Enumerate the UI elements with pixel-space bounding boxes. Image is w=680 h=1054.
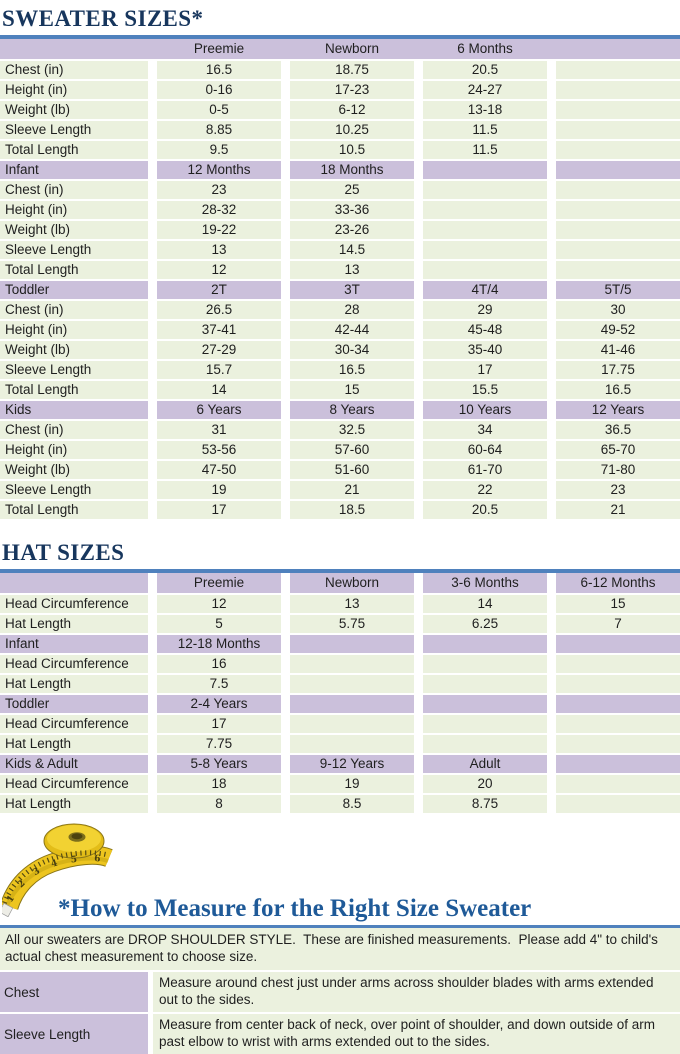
value-cell: 16.5 bbox=[281, 359, 414, 379]
size-header-cell: Newborn bbox=[281, 39, 414, 59]
value-cell bbox=[547, 119, 680, 139]
section-label-cell bbox=[0, 573, 148, 593]
table-row-data bbox=[0, 713, 680, 733]
value-cell: 5.75 bbox=[281, 613, 414, 633]
row-label-cell: Height (in) bbox=[0, 199, 148, 219]
size-header-cell: 2-4 Years bbox=[148, 693, 281, 713]
row-label-cell: Hat Length bbox=[0, 733, 148, 753]
value-cell bbox=[547, 793, 680, 813]
value-cell bbox=[281, 713, 414, 733]
sweater-size-table bbox=[0, 39, 680, 519]
row-label-cell: Chest (in) bbox=[0, 179, 148, 199]
row-label-cell: Hat Length bbox=[0, 673, 148, 693]
row-label-cell: Height (in) bbox=[0, 319, 148, 339]
value-cell: 14 bbox=[414, 593, 547, 613]
value-cell: 12 bbox=[148, 593, 281, 613]
row-label-cell: Sleeve Length bbox=[0, 239, 148, 259]
howto-heading: *How to Measure for the Right Size Sweater bbox=[58, 895, 532, 922]
value-cell: 18.5 bbox=[281, 499, 414, 519]
table-row-data bbox=[0, 793, 680, 813]
value-cell: 18 bbox=[148, 773, 281, 793]
sweater-sizes-section bbox=[0, 6, 680, 519]
size-header-cell: 6 Months bbox=[414, 39, 547, 59]
size-header-cell: 5-8 Years bbox=[148, 753, 281, 773]
section-label-cell: Toddler bbox=[0, 693, 148, 713]
value-cell: 25 bbox=[281, 179, 414, 199]
value-cell: 16 bbox=[148, 653, 281, 673]
hat-size-table bbox=[0, 573, 680, 813]
row-label-cell: Sleeve Length bbox=[0, 119, 148, 139]
row-label-cell: Height (in) bbox=[0, 439, 148, 459]
size-header-cell bbox=[547, 753, 680, 773]
value-cell: 49-52 bbox=[547, 319, 680, 339]
size-header-cell bbox=[281, 633, 414, 653]
size-header-cell bbox=[547, 39, 680, 59]
size-header-cell: Adult bbox=[414, 753, 547, 773]
svg-text:4: 4 bbox=[50, 858, 59, 870]
value-cell bbox=[547, 259, 680, 279]
row-label-cell: Height (in) bbox=[0, 79, 148, 99]
howto-text: Measure from center back of neck, over point of shoulder, and down outside of arm past elbow to wrist with arms extended out to the sides. bbox=[153, 1014, 680, 1054]
value-cell: 13 bbox=[281, 593, 414, 613]
value-cell: 57-60 bbox=[281, 439, 414, 459]
table-row-header bbox=[0, 39, 680, 59]
table-row-section bbox=[0, 753, 680, 773]
value-cell: 10.5 bbox=[281, 139, 414, 159]
size-header-cell bbox=[547, 633, 680, 653]
hat-sizes-section bbox=[0, 540, 680, 813]
value-cell: 53-56 bbox=[148, 439, 281, 459]
table-row-data bbox=[0, 239, 680, 259]
table-row-data bbox=[0, 593, 680, 613]
row-label-cell: Total Length bbox=[0, 379, 148, 399]
value-cell bbox=[414, 219, 547, 239]
value-cell bbox=[547, 713, 680, 733]
value-cell: 35-40 bbox=[414, 339, 547, 359]
value-cell bbox=[414, 239, 547, 259]
value-cell: 16.5 bbox=[547, 379, 680, 399]
row-label-cell: Chest (in) bbox=[0, 419, 148, 439]
value-cell bbox=[414, 653, 547, 673]
value-cell: 10.25 bbox=[281, 119, 414, 139]
value-cell bbox=[281, 673, 414, 693]
row-label-cell: Head Circumference bbox=[0, 593, 148, 613]
row-label-cell: Weight (lb) bbox=[0, 219, 148, 239]
svg-text:6: 6 bbox=[93, 854, 101, 865]
howto-label: Sleeve Length bbox=[0, 1014, 148, 1054]
size-header-cell: 10 Years bbox=[414, 399, 547, 419]
value-cell: 27-29 bbox=[148, 339, 281, 359]
value-cell: 14.5 bbox=[281, 239, 414, 259]
svg-text:5: 5 bbox=[70, 854, 78, 866]
table-row-section bbox=[0, 159, 680, 179]
table-row-data bbox=[0, 419, 680, 439]
table-row-section bbox=[0, 279, 680, 299]
table-row-data bbox=[0, 99, 680, 119]
value-cell: 23 bbox=[547, 479, 680, 499]
value-cell bbox=[547, 199, 680, 219]
table-row-data bbox=[0, 59, 680, 79]
value-cell: 24-27 bbox=[414, 79, 547, 99]
value-cell: 0-5 bbox=[148, 99, 281, 119]
size-header-cell: 6 Years bbox=[148, 399, 281, 419]
value-cell: 20.5 bbox=[414, 499, 547, 519]
value-cell: 15.7 bbox=[148, 359, 281, 379]
table-row-data bbox=[0, 479, 680, 499]
value-cell: 20.5 bbox=[414, 59, 547, 79]
size-header-cell bbox=[414, 633, 547, 653]
row-label-cell: Chest (in) bbox=[0, 59, 148, 79]
value-cell: 0-16 bbox=[148, 79, 281, 99]
howto-text: Measure around chest just under arms across shoulder blades with arms extended out to the sides. bbox=[153, 972, 680, 1012]
row-label-cell: Head Circumference bbox=[0, 773, 148, 793]
value-cell: 21 bbox=[547, 499, 680, 519]
value-cell: 19-22 bbox=[148, 219, 281, 239]
value-cell: 5 bbox=[148, 613, 281, 633]
table-row-data bbox=[0, 379, 680, 399]
value-cell: 15 bbox=[281, 379, 414, 399]
size-header-cell: 8 Years bbox=[281, 399, 414, 419]
table-row-data bbox=[0, 499, 680, 519]
size-header-cell bbox=[281, 693, 414, 713]
value-cell: 17 bbox=[148, 499, 281, 519]
howto-row-sleeve-length bbox=[0, 1014, 680, 1054]
row-label-cell: Chest (in) bbox=[0, 299, 148, 319]
value-cell: 8 bbox=[148, 793, 281, 813]
value-cell: 51-60 bbox=[281, 459, 414, 479]
table-row-data bbox=[0, 199, 680, 219]
value-cell bbox=[414, 259, 547, 279]
row-label-cell: Total Length bbox=[0, 499, 148, 519]
size-header-cell: 12 Years bbox=[547, 399, 680, 419]
row-label-cell: Head Circumference bbox=[0, 713, 148, 733]
section-label-cell: Toddler bbox=[0, 279, 148, 299]
howto-label: Chest bbox=[0, 972, 148, 1012]
value-cell: 17.75 bbox=[547, 359, 680, 379]
table-row-data bbox=[0, 139, 680, 159]
value-cell: 18.75 bbox=[281, 59, 414, 79]
value-cell: 8.5 bbox=[281, 793, 414, 813]
value-cell: 28-32 bbox=[148, 199, 281, 219]
value-cell: 11.5 bbox=[414, 139, 547, 159]
value-cell bbox=[414, 713, 547, 733]
value-cell: 71-80 bbox=[547, 459, 680, 479]
table-row-data bbox=[0, 339, 680, 359]
value-cell bbox=[414, 673, 547, 693]
size-header-cell: 3-6 Months bbox=[414, 573, 547, 593]
value-cell: 42-44 bbox=[281, 319, 414, 339]
table-row-data bbox=[0, 673, 680, 693]
value-cell: 28 bbox=[281, 299, 414, 319]
value-cell: 20 bbox=[414, 773, 547, 793]
value-cell: 26.5 bbox=[148, 299, 281, 319]
table-row-section bbox=[0, 399, 680, 419]
value-cell bbox=[281, 653, 414, 673]
howto-row-chest bbox=[0, 972, 680, 1012]
value-cell: 30-34 bbox=[281, 339, 414, 359]
table-row-data bbox=[0, 773, 680, 793]
value-cell: 33-36 bbox=[281, 199, 414, 219]
row-label-cell: Weight (lb) bbox=[0, 459, 148, 479]
value-cell bbox=[547, 773, 680, 793]
value-cell: 21 bbox=[281, 479, 414, 499]
value-cell: 9.5 bbox=[148, 139, 281, 159]
row-label-cell: Hat Length bbox=[0, 793, 148, 813]
size-header-cell: Newborn bbox=[281, 573, 414, 593]
value-cell: 19 bbox=[148, 479, 281, 499]
table-row-data bbox=[0, 359, 680, 379]
table-row-data bbox=[0, 653, 680, 673]
value-cell bbox=[281, 733, 414, 753]
table-row-data bbox=[0, 219, 680, 239]
table-row-header bbox=[0, 573, 680, 593]
row-label-cell: Total Length bbox=[0, 139, 148, 159]
row-label-cell: Sleeve Length bbox=[0, 479, 148, 499]
value-cell: 45-48 bbox=[414, 319, 547, 339]
table-row-data bbox=[0, 733, 680, 753]
size-header-cell: 5T/5 bbox=[547, 279, 680, 299]
row-label-cell: Weight (lb) bbox=[0, 99, 148, 119]
value-cell bbox=[547, 139, 680, 159]
value-cell: 14 bbox=[148, 379, 281, 399]
table-row-section bbox=[0, 693, 680, 713]
value-cell bbox=[547, 59, 680, 79]
value-cell: 7 bbox=[547, 613, 680, 633]
row-label-cell: Head Circumference bbox=[0, 653, 148, 673]
howto-header bbox=[0, 817, 680, 928]
value-cell: 19 bbox=[281, 773, 414, 793]
value-cell bbox=[547, 179, 680, 199]
value-cell: 12 bbox=[148, 259, 281, 279]
size-header-cell bbox=[414, 159, 547, 179]
table-row-data bbox=[0, 613, 680, 633]
row-label-cell: Weight (lb) bbox=[0, 339, 148, 359]
value-cell: 36.5 bbox=[547, 419, 680, 439]
value-cell: 31 bbox=[148, 419, 281, 439]
size-header-cell: 9-12 Years bbox=[281, 753, 414, 773]
value-cell: 60-64 bbox=[414, 439, 547, 459]
howto-notes bbox=[0, 928, 680, 1054]
value-cell: 32.5 bbox=[281, 419, 414, 439]
row-label-cell: Total Length bbox=[0, 259, 148, 279]
value-cell: 61-70 bbox=[414, 459, 547, 479]
section-label-cell: Infant bbox=[0, 159, 148, 179]
size-header-cell bbox=[547, 159, 680, 179]
value-cell bbox=[414, 733, 547, 753]
value-cell: 34 bbox=[414, 419, 547, 439]
value-cell bbox=[547, 99, 680, 119]
value-cell bbox=[414, 199, 547, 219]
value-cell: 8.85 bbox=[148, 119, 281, 139]
sweater-sizes-title: SWEATER SIZES* bbox=[2, 6, 204, 31]
section-label-cell: Kids bbox=[0, 399, 148, 419]
size-header-cell: 12 Months bbox=[148, 159, 281, 179]
svg-text:3: 3 bbox=[31, 866, 42, 879]
value-cell: 23 bbox=[148, 179, 281, 199]
svg-text:1: 1 bbox=[5, 893, 18, 905]
value-cell: 17 bbox=[414, 359, 547, 379]
size-header-cell: 18 Months bbox=[281, 159, 414, 179]
hat-sizes-title: HAT SIZES bbox=[2, 540, 125, 565]
value-cell bbox=[547, 733, 680, 753]
value-cell: 23-26 bbox=[281, 219, 414, 239]
value-cell: 17-23 bbox=[281, 79, 414, 99]
value-cell: 6-12 bbox=[281, 99, 414, 119]
value-cell: 22 bbox=[414, 479, 547, 499]
value-cell: 8.75 bbox=[414, 793, 547, 813]
size-header-cell bbox=[414, 693, 547, 713]
table-row-data bbox=[0, 319, 680, 339]
value-cell: 41-46 bbox=[547, 339, 680, 359]
value-cell bbox=[547, 219, 680, 239]
table-row-data bbox=[0, 119, 680, 139]
size-header-cell: Preemie bbox=[148, 39, 281, 59]
value-cell: 17 bbox=[148, 713, 281, 733]
row-label-cell: Sleeve Length bbox=[0, 359, 148, 379]
size-header-cell: Preemie bbox=[148, 573, 281, 593]
value-cell bbox=[547, 79, 680, 99]
size-header-cell: 2T bbox=[148, 279, 281, 299]
value-cell: 29 bbox=[414, 299, 547, 319]
size-header-cell: 12-18 Months bbox=[148, 633, 281, 653]
value-cell: 15 bbox=[547, 593, 680, 613]
table-row-data bbox=[0, 439, 680, 459]
value-cell: 11.5 bbox=[414, 119, 547, 139]
table-row-data bbox=[0, 299, 680, 319]
table-row-data bbox=[0, 79, 680, 99]
value-cell: 13 bbox=[281, 259, 414, 279]
value-cell: 16.5 bbox=[148, 59, 281, 79]
section-label-cell: Kids & Adult bbox=[0, 753, 148, 773]
size-header-cell: 6-12 Months bbox=[547, 573, 680, 593]
value-cell: 7.75 bbox=[148, 733, 281, 753]
section-label-cell: Infant bbox=[0, 633, 148, 653]
size-header-cell: 3T bbox=[281, 279, 414, 299]
value-cell bbox=[547, 653, 680, 673]
value-cell: 13 bbox=[148, 239, 281, 259]
value-cell bbox=[414, 179, 547, 199]
value-cell: 30 bbox=[547, 299, 680, 319]
size-header-cell: 4T/4 bbox=[414, 279, 547, 299]
svg-text:2: 2 bbox=[16, 878, 28, 891]
value-cell: 65-70 bbox=[547, 439, 680, 459]
value-cell: 7.5 bbox=[148, 673, 281, 693]
table-row-data bbox=[0, 259, 680, 279]
howto-intro: All our sweaters are DROP SHOULDER STYLE. These are finished measurements. Please add 4" to child's actual chest measurement to choose size. bbox=[0, 928, 680, 970]
table-row-section bbox=[0, 633, 680, 653]
value-cell: 13-18 bbox=[414, 99, 547, 119]
value-cell: 6.25 bbox=[414, 613, 547, 633]
table-row-data bbox=[0, 179, 680, 199]
table-row-data bbox=[0, 459, 680, 479]
value-cell bbox=[547, 673, 680, 693]
section-label-cell bbox=[0, 39, 148, 59]
value-cell: 47-50 bbox=[148, 459, 281, 479]
value-cell: 15.5 bbox=[414, 379, 547, 399]
row-label-cell: Hat Length bbox=[0, 613, 148, 633]
size-header-cell bbox=[547, 693, 680, 713]
value-cell: 37-41 bbox=[148, 319, 281, 339]
value-cell bbox=[547, 239, 680, 259]
